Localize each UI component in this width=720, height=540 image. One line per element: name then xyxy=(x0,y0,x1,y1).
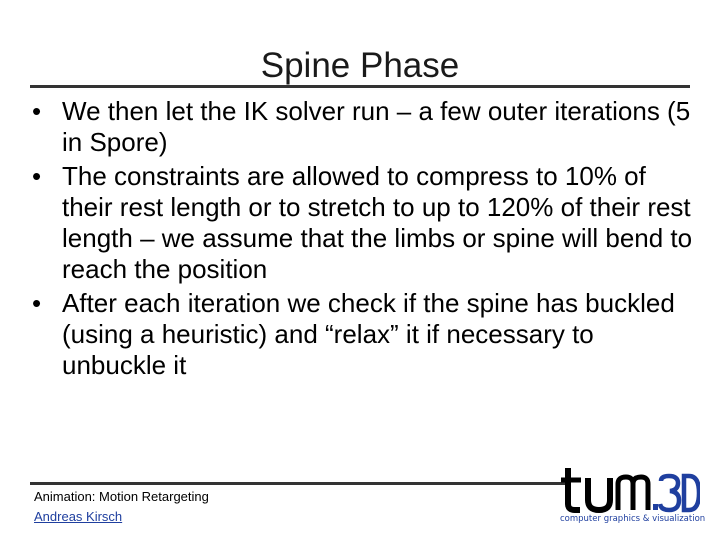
tum3d-logo-icon xyxy=(560,464,700,514)
bullet-icon: • xyxy=(32,288,42,318)
bullet-list xyxy=(30,96,700,384)
bullet-icon: • xyxy=(32,96,42,126)
bullet-item xyxy=(30,161,700,285)
bullet-item xyxy=(30,288,700,381)
footer-author-link[interactable]: Andreas Kirsch xyxy=(34,509,123,524)
slide-title: Spine Phase xyxy=(260,46,460,85)
footer-divider xyxy=(30,482,565,485)
bullet-item xyxy=(30,96,700,158)
footer-course-title: Animation: Motion Retargeting xyxy=(34,489,209,504)
bullet-text: We then let the IK solver run – a few outer iterations (5 in Spore) xyxy=(62,96,691,157)
title-underline xyxy=(30,85,690,88)
bullet-text: The constraints are allowed to compress to 10% of their rest length or to stretch to up to 120% of their rest length – we assume that the limbs or spine will bend to reach the position xyxy=(62,161,693,284)
tum3d-logo xyxy=(556,464,706,530)
bullet-icon: • xyxy=(32,161,42,191)
logo-caption: computer graphics & visualization xyxy=(560,514,706,524)
bullet-text: After each iteration we check if the spine has buckled (using a heuristic) and “relax” it if necessary to unbuckle it xyxy=(62,288,675,380)
